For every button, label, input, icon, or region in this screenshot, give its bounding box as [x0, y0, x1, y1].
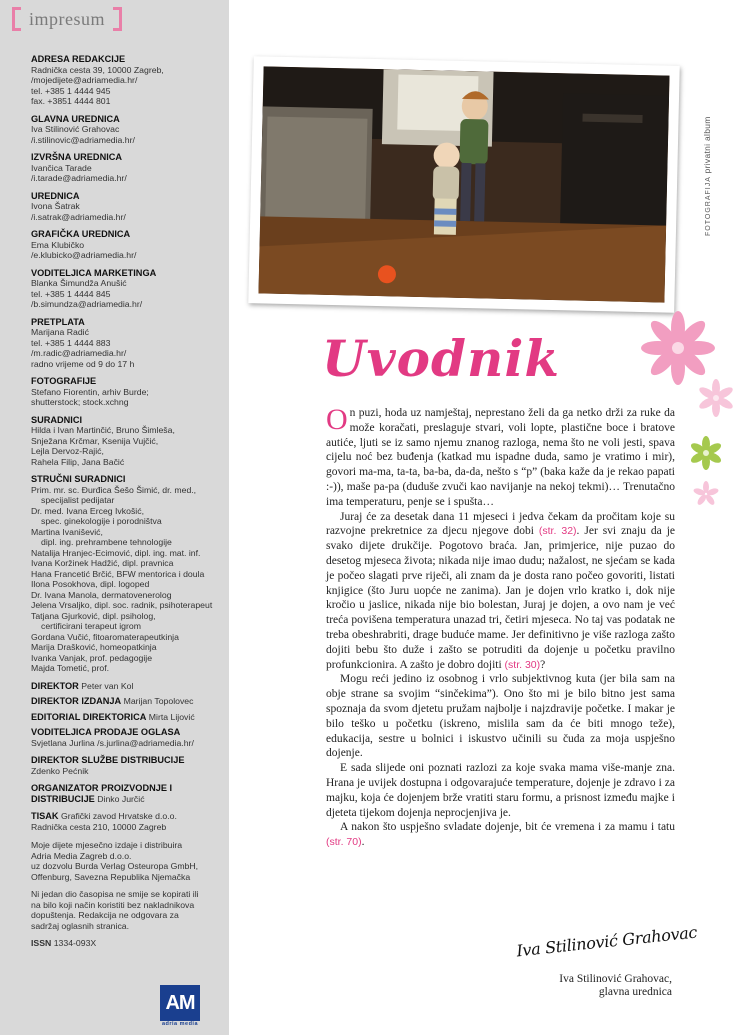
section-title: PRETPLATA	[31, 316, 85, 327]
flower-decoration	[640, 310, 716, 386]
impressum-section	[31, 783, 223, 804]
impressum-section	[31, 114, 223, 146]
logo-mark: AM	[160, 985, 200, 1021]
section-title: ADRESA REDAKCIJE	[31, 54, 126, 64]
section-line: specijalist pedijatar	[41, 495, 115, 505]
issn-label: ISSN	[31, 938, 52, 948]
issn-value: 1334-093X	[53, 938, 97, 948]
inline-text: Marijan Topolovec	[123, 696, 194, 706]
section-line: /e.klubicko@adriamedia.hr/	[31, 250, 137, 260]
signature-script: Iva Stilinović Grahovac	[515, 922, 698, 961]
section-line: Ivona Šatrak	[31, 201, 80, 211]
article-heading: Uvodnik	[322, 329, 560, 388]
section-line	[31, 794, 223, 805]
publisher-line: Offenburg, Savezna Republika Njemačka	[31, 871, 191, 882]
section-line: Rahela Filip, Jana Bačić	[31, 456, 125, 467]
adria-media-logo	[160, 985, 200, 1029]
impressum-section	[31, 268, 223, 310]
photo-frame	[248, 56, 679, 313]
publisher-line: uz dozvolu Burda Verlag Osteuropa GmbH,	[31, 861, 199, 871]
section-line: Gordana Vučić, fitoaromaterapeutkinja	[31, 631, 179, 642]
impressum-section	[31, 376, 223, 408]
paragraph-3: Mogu reći jedino iz osobnog i vrlo subjektivnog kuta (jer bila sam na obje strane sa svojim “sinčekima”). Ono što mi je bilo bitno jest sama spoznaja da svom djetetu pružam najbolje i najzdravije početke. I makar je bilo teško u početku (iskreno, mislila sam da će biti mnogo teže), edukacija, sestre u bolnici i iskustvo učinili su čuda za moja uspješno dojenje.	[326, 673, 675, 760]
paragraph-5-text-a: A nakon što uspješno svladate dojenje, bit će vremena i za mamu i tatu	[340, 821, 675, 834]
page-reference: (str. 70)	[326, 836, 362, 849]
inline-text: Dinko Jurčić	[97, 793, 145, 804]
section-line: Ema Klubičko	[31, 239, 85, 250]
paragraph-4: E sada slijede oni poznati razlozi za koje svaka mama više-manje zna. Hrana je uvijek dostupna i odgovarajuće temperature, dojenje je zdravo i za majku, koja će dojenjem brže vratiti staru formu, a prisnost između majke i djeteta tijekom dojenja neprocjenjiva je.	[326, 762, 675, 819]
inline-title: DIREKTOR	[31, 680, 79, 691]
section-line: Prim. mr. sc. Đurđica Šešo Šimić, dr. med.,	[31, 484, 197, 495]
section-title: GLAVNA UREDNICA	[31, 113, 120, 124]
section-line: Stefano Fiorentin, arhiv Burde;	[31, 386, 149, 397]
section-line: Ivana Koržinek Hadžić, dipl. pravnica	[31, 558, 174, 568]
impressum-section	[31, 191, 223, 223]
section-line: /i.stilinovic@adriamedia.hr/	[31, 134, 135, 145]
section-title: VODITELJICA MARKETINGA	[31, 267, 157, 278]
section-line: fax. +3851 4444 801	[31, 96, 111, 106]
section-line: Majda Tometić, prof.	[31, 663, 110, 673]
disclaimer-line: dopuštenja. Redakcija ne odgovara za	[31, 910, 179, 920]
article-body	[326, 403, 675, 850]
flower-decoration	[692, 480, 720, 508]
issn	[31, 938, 223, 949]
publisher-text	[31, 840, 223, 882]
impressum-inline-entry	[31, 696, 223, 707]
section-line: Ivanka Vanjak, prof. pedagogije	[31, 652, 153, 663]
signer-role: glavna urednica	[598, 986, 672, 998]
section-line: certificirani terapeut igrom	[41, 621, 141, 631]
section-line: Svjetlana Jurlina /s.jurlina@adriamedia.hr/	[31, 737, 194, 748]
disclaimer-text	[31, 889, 223, 931]
section-line: Hilda i Ivan Martinčić, Bruno Šimleša,	[31, 425, 175, 435]
section-title: UREDNICA	[31, 190, 80, 201]
section-line: Dr. med. Ivana Erceg Ivkošić,	[31, 505, 144, 516]
impressum-header	[12, 4, 122, 34]
section-line: Zdenko Pećnik	[31, 765, 89, 776]
inline-title: EDITORIAL DIREKTORICA	[31, 711, 147, 722]
section-line: /i.tarade@adriamedia.hr/	[31, 173, 127, 183]
publisher-line: Moje dijete mjesečno izdaje i distribuira	[31, 840, 183, 850]
drop-cap: O	[326, 403, 348, 436]
impressum-section	[31, 54, 223, 107]
section-line: tel. +385 1 4444 883	[31, 337, 111, 348]
section-line: Ilona Posokhova, dipl. logoped	[31, 579, 150, 589]
section-line: dipl. ing. prehrambene tehnologije	[41, 537, 172, 547]
impressum-section	[31, 727, 223, 748]
disclaimer-line: Ni jedan dio časopisa ne smije se kopirati ili	[31, 889, 199, 899]
flower-decoration	[696, 378, 736, 418]
section-line: Blanka Šimundža Anušić	[31, 278, 127, 288]
paragraph-5	[326, 820, 675, 850]
section-line	[31, 811, 223, 822]
section-line: Lejla Dervoz-Rajić,	[31, 446, 104, 456]
section-title: FOTOGRAFIJE	[31, 376, 97, 386]
section-line: radno vrijeme od 9 do 17 h	[31, 358, 135, 369]
publisher-line: Adria Media Zagreb d.o.o.	[31, 850, 132, 861]
impressum-section	[31, 474, 223, 674]
inline-text: Peter van Kol	[81, 680, 134, 691]
impressum-section	[31, 152, 223, 184]
publisher-block	[31, 840, 223, 949]
section-line: Natalija Hranjec-Ecimović, dipl. ing. mat. inf.	[31, 547, 201, 558]
section-title: TISAK	[31, 811, 59, 821]
section-line: Marija Drašković, homeopatkinja	[31, 642, 157, 652]
section-title: IZVRŠNA UREDNICA	[31, 152, 123, 162]
impressum-section	[31, 415, 223, 468]
section-line: Marijana Radić	[31, 327, 89, 337]
section-line: /b.simundza@adriamedia.hr/	[31, 299, 143, 309]
bracket-left-icon	[12, 7, 21, 31]
inline-title: DIREKTOR IZDANJA	[31, 696, 122, 706]
section-line: Jelena Vrsaljko, dipl. soc. radnik, psihoterapeut	[31, 600, 213, 610]
section-line: /i.satrak@adriamedia.hr/	[31, 211, 126, 222]
section-line: tel. +385 1 4444 845	[31, 288, 111, 299]
signer-name: Iva Stilinović Grahovac,	[559, 973, 672, 985]
photo-credit-value: privatni album	[702, 116, 712, 174]
section-title: DISTRIBUCIJE	[31, 793, 95, 804]
section-line: Iva Stilinović Grahovac	[31, 124, 120, 134]
impressum-inline-entry	[31, 681, 223, 692]
inline-text: Grafički zavod Hrvatske d.o.o.	[60, 811, 177, 821]
photo-credit	[702, 116, 712, 236]
impressum-sidebar	[0, 0, 229, 1035]
section-line: Dr. Ivana Manola, dermatovenerolog	[31, 589, 172, 600]
paragraph-2	[326, 510, 675, 673]
section-title: SURADNICI	[31, 414, 83, 425]
section-line: Martina Ivanišević,	[31, 526, 103, 537]
impressum-title: impresum	[29, 8, 105, 29]
signer-block	[556, 973, 672, 999]
section-title: VODITELJICA PRODAJE OGLASA	[31, 727, 181, 737]
section-line: /mojedijete@adriamedia.hr/	[31, 75, 138, 85]
page-reference: (str. 32)	[538, 525, 577, 538]
section-title: DIREKTOR SLUŽBE DISTRIBUCIJE	[31, 755, 185, 765]
section-title: GRAFIČKA UREDNICA	[31, 229, 131, 239]
section-line: spec. ginekologije i porodništva	[41, 516, 162, 526]
section-line: shutterstock; stock.xchng	[31, 397, 129, 407]
logo-subtitle: adria media	[161, 1021, 199, 1027]
paragraph-2-text-c: ?	[540, 658, 546, 671]
section-line: Tatjana Gjurković, dipl. psiholog,	[31, 610, 156, 621]
impressum-list	[31, 54, 223, 949]
disclaimer-line: na bilo koji način koristiti bez nakladnikova	[31, 899, 195, 910]
flower-decoration	[688, 435, 724, 471]
impressum-section	[31, 811, 223, 832]
impressum-inline-entry	[31, 712, 223, 723]
photo-credit-label: FOTOGRAFIJA	[705, 176, 712, 236]
section-line: tel. +385 1 4444 945	[31, 85, 111, 96]
section-line: Snježana Krčmar, Ksenija Vujčić,	[31, 435, 159, 446]
paragraph-1-text: n puzi, hoda uz namještaj, neprestano želi da ga netko drži za ruke da može koračati, preslaguje stvari, voli lopte, plastične boce i bratove autiće, ljuti se iz samo njemu znanog razloga, nema što ne voli jesti, spava cijelu noć bez buđenja (katkad mu ispadne duda, samo je vratimo i mir), govori ma-ma, ta-ta, ba-ba, da-da, nešto s “p” (baka kaže da je rekao papati :-)), maše pa-pa (duduše zvuči kao navijanje na nekoj tekmi)… Trenutačno ima temperaturu, penje se i spušta…	[326, 407, 675, 508]
paragraph-1	[326, 403, 675, 510]
paragraph-2-text-b: . Jer svi znaju da je svako dijete drukčije. Pogotovo braća. Jan, primjerice, nije puzao do desetog mjeseca života; nikada nije imao dudu; nažalost, ne sjećam se kada je počeo slagati prve riječi, ali znam da je dosta rano počeo govoriti, listati knjigice (što Juru uopće ne zanima). Jan je dojen vrlo kratko i, dok nije kročio u jaslice, nikada nije bio bolestan, Juraj je dojen, a ovo nam je već treća povišena temperatura unazad tri, četiri mjeseca. No taj vas podatak ne treba obeshrabriti, drage buduće mame. Jer definitivno je više razloga zašto dojiti bebu što duže i zašto se potruditi da dojenje u početku pravilno profunkcionira. A zašto je dobro dojiti	[326, 525, 675, 671]
paragraph-2-text-a: Juraj će za desetak dana 11 mjeseci i jedva čekam da pročitam koje su razvojne prekretnice za djecu njegove dobi	[326, 510, 675, 538]
family-photo	[258, 66, 669, 302]
impressum-section	[31, 317, 223, 370]
section-line: Hana Francetić Brčić, BFW mentorica i doula	[31, 568, 205, 579]
disclaimer-line: sadržaj oglasnih stranica.	[31, 920, 130, 931]
section-title: STRUČNI SURADNICI	[31, 474, 126, 484]
paragraph-5-text-b: .	[361, 836, 365, 849]
impressum-section	[31, 755, 223, 776]
section-line: Radnička cesta 39, 10000 Zagreb,	[31, 64, 164, 75]
signature	[515, 922, 698, 964]
inline-text: Mirta Lijović	[148, 711, 195, 722]
section-line: Radnička cesta 210, 10000 Zagreb	[31, 821, 167, 832]
section-title: ORGANIZATOR PROIZVODNJE I	[31, 783, 173, 793]
section-line: /m.radic@adriamedia.hr/	[31, 348, 127, 358]
page-reference: (str. 30)	[504, 658, 541, 671]
bracket-right-icon	[113, 7, 122, 31]
section-line: Ivančica Tarade	[31, 162, 92, 173]
impressum-section	[31, 229, 223, 261]
